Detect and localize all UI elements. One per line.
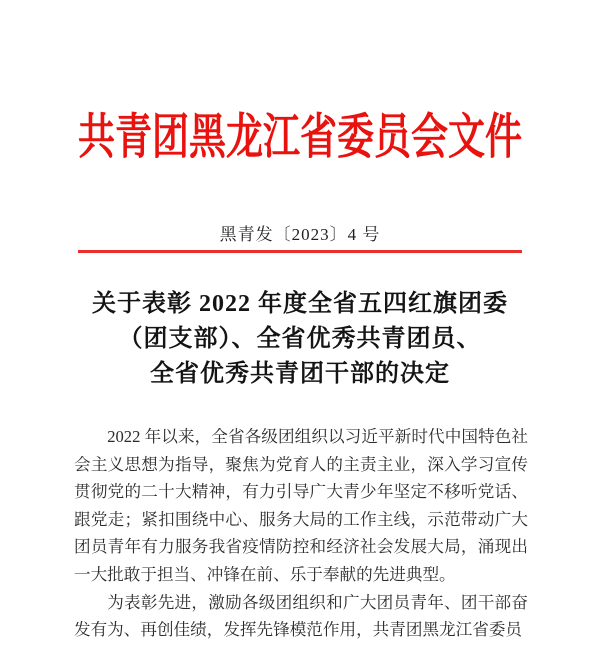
document-title-line-3: 全省优秀共青团干部的决定 bbox=[150, 361, 450, 387]
document-title-line-2: （团支部）、全省优秀共青团员、 bbox=[118, 326, 482, 352]
red-separator-line bbox=[78, 250, 522, 253]
document-body bbox=[74, 423, 528, 644]
document-issue-number: 黑青发〔2023〕4 号 bbox=[219, 225, 381, 244]
document-red-header-title: 共青团黑龙江省委员会文件 bbox=[78, 111, 522, 165]
document-title-line-1: 关于表彰 2022 年度全省五四红旗团委 bbox=[92, 291, 508, 317]
body-paragraph-2: 为表彰先进，激励各级团组织和广大团员青年、团干部奋发有为、再创佳绩，发挥先锋模范作用，共青团黑龙江省委员 bbox=[74, 592, 528, 640]
document-title bbox=[0, 287, 600, 392]
body-paragraph-1: 2022 年以来，全省各级团组织以习近平新时代中国特色社会主义思想为指导，聚焦为党育人的主责主业，深入学习宣传贯彻党的二十大精神，有力引导广大青少年坚定不移听党话、跟党走；紧扣围绕中心、服务大局的工作主线，示范带动广大团员青年有力服务我省疫情防控和经济社会发展大局，涌现出一大批敢于担当、冲锋在前、乐于奉献的先进典型。 bbox=[74, 427, 528, 584]
